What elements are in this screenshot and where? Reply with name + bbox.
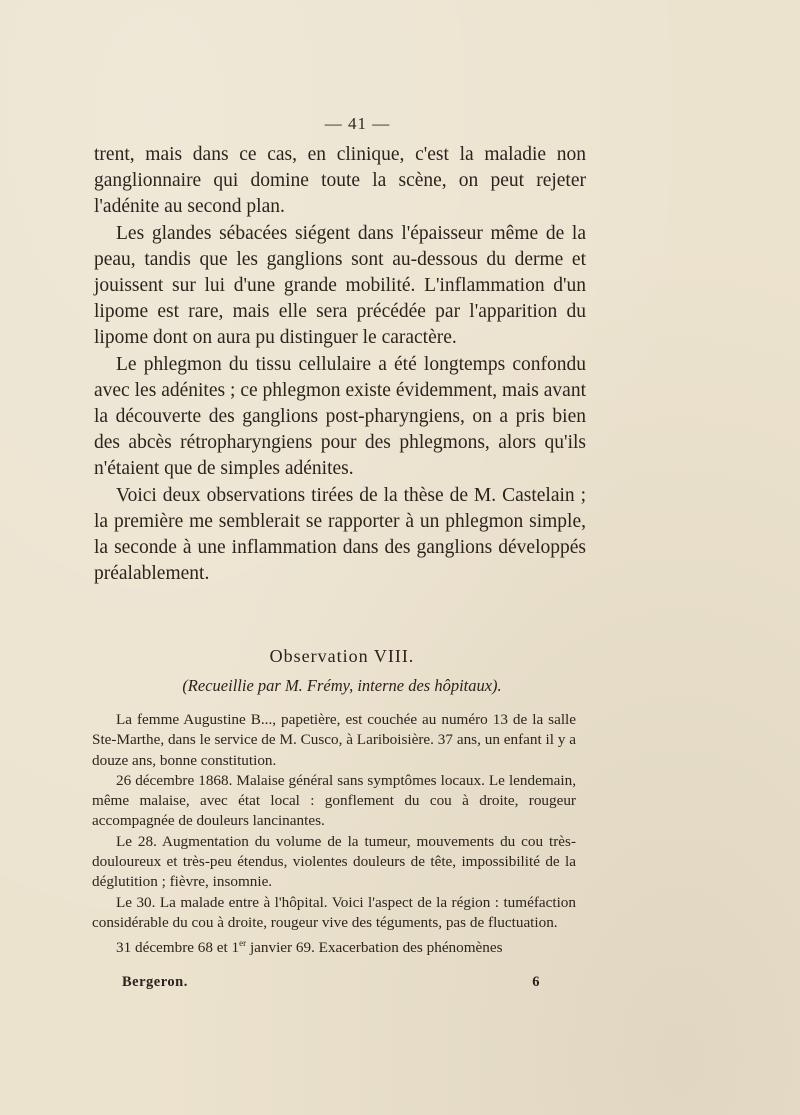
observation-paragraph: Le 30. La malade entre à l'hôpital. Voici l'aspect de la région : tuméfaction considérable du cou à droite, rougeur vive des téguments, pas de fluctuation. bbox=[92, 893, 576, 931]
paragraph-phlegmon: Le phlegmon du tissu cellulaire a été longtemps confondu avec les adénites ; ce phlegmon existe évidemment, mais avant la découverte des ganglions post-pharyngiens, on a pris bien des abcès rétropharyngiens pour des phlegmons, alors qu'ils n'étaient que de simples adénites. bbox=[94, 353, 586, 480]
footer-sheet-number: 6 bbox=[532, 974, 540, 990]
main-text-block bbox=[94, 142, 586, 587]
page-footer bbox=[122, 974, 540, 991]
observation-last-line bbox=[92, 933, 576, 958]
observation-heading: Observation VIII. bbox=[269, 646, 415, 666]
observation-paragraph: La femme Augustine B..., papetière, est couchée au numéro 13 de la salle Ste-Marthe, dans le service de M. Cusco, à Lariboisière. 37 ans, un enfant il y a douze ans, bonne constitution. bbox=[92, 711, 576, 769]
paragraph-continuation: trent, mais dans ce cas, en clinique, c'est la maladie non ganglionnaire qui domine toute la scène, on peut rejeter l'adénite au second plan. bbox=[94, 144, 586, 218]
last-line-start: 31 décembre 68 et 1 bbox=[116, 939, 240, 957]
paragraph-glandes: Les glandes sébacées siégent dans l'épaisseur même de la peau, tandis que les ganglions sont au-dessous du derme et jouissent sur lui d'une grande mobilité. L'inflammation d'un lipome est rare, mais elle sera précédée par l'apparition du lipome dont on aura pu distinguer le caractère. bbox=[94, 222, 586, 349]
ordinal-superscript: er bbox=[239, 938, 247, 949]
last-line-end: janvier 69. Exacerbation des phénomènes bbox=[246, 939, 503, 957]
observation-paragraph: 26 décembre 1868. Malaise général sans symptômes locaux. Le lendemain, même malaise, avec état local : gonflement du cou à droite, rougeur accompagnée de douleurs lancinantes. bbox=[92, 771, 576, 830]
observation-text-block bbox=[92, 710, 576, 959]
observation-paragraph: Le 28. Augmentation du volume de la tumeur, mouvements du cou très-douloureux et très-peu étendus, violentes douleurs de tête, impossibilité de la déglutition ; fièvre, insomnie. bbox=[92, 832, 576, 891]
page-number: — 41 — bbox=[324, 114, 391, 133]
paragraph-observations-intro: Voici deux observations tirées de la thèse de M. Castelain ; la première me semblerait se rapporter à un phlegmon simple, la seconde à une inflammation dans des ganglions développés préalablement. bbox=[94, 484, 586, 585]
observation-credit: (Recueillie par M. Frémy, interne des hôpitaux). bbox=[182, 676, 502, 695]
footer-signature: Bergeron. bbox=[122, 974, 188, 990]
